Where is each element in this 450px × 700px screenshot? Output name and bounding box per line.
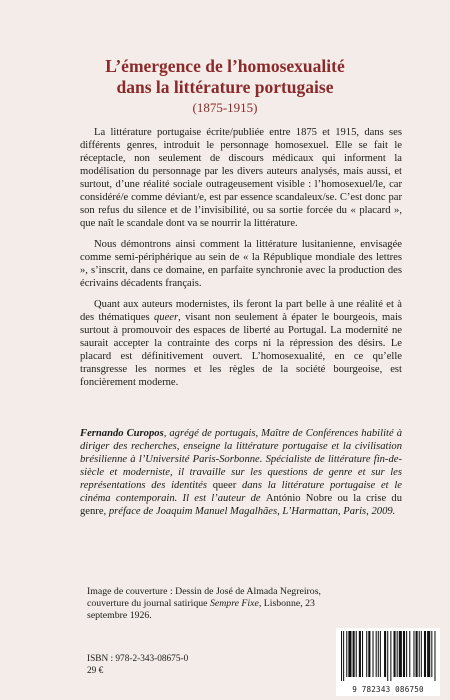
synopsis-paragraph-2: Nous démontrons ainsi comment la littérature lusitanienne, envisagée comme semi-périphérique au sein de « la République mondiale des lettres », s’inscrit, dans ce domaine, en parfaite synchronie avec la production des écrivains décadents français. (80, 239, 402, 289)
title-line-2: dans la littérature portugaise (116, 77, 334, 97)
bio-text-3: , préface de Joaquim Manuel Magalhães, L’Harmattan, Paris, 2009. (103, 506, 396, 517)
synopsis-paragraph-1: La littérature portugaise écrite/publiée entre 1875 et 1915, dans ses différents genres, introduit le personnage homosexuel. Elle se fait le réceptacle, non seulement de discours médicaux qui informent la modélisation du personnage par les divers auteurs analysés, mais aussi, et surtout, d’une réalité sociale outrageusement visible : l’homosexuel/le, car considéré/e comme déviant/e, est par essence scandaleux/se. C’est donc par son refus du silence et de l’invisibilité, ou sa sortie forcée du « placard », que naît le scandale dont va se nourrir la littérature. (80, 127, 402, 229)
synopsis-p3-part-b: , visant non seulement à épater le bourgeois, mais surtout à promouvoir des espaces de liberté au Portugal. La modernité ne saurait accepter la contrainte des corps ni la répression des désirs. Le placard est définitivement ouvert. L’homosexualité, en ce qu’elle transgresse les normes et les règles de la société bourgeoise, est foncièrement moderne. (80, 312, 403, 388)
bio-book-title: António Nobre ou la crise du genre (80, 493, 402, 517)
author-bio (80, 427, 402, 518)
bio-queer: queer (212, 480, 237, 491)
title-block (0, 56, 450, 117)
credit-part-a: Image de couverture : Dessin de José de Almada Negreiros, couverture du journal satirique (87, 586, 321, 609)
bio-text-2: dans la littérature portugaise et le cinéma contemporain. Il est l’auteur de (80, 480, 402, 504)
author-name: Fernando Curopos (80, 428, 164, 439)
credit-journal: Sempre Fixe (209, 598, 259, 609)
synopsis-p3-queer: queer (153, 312, 179, 323)
title-line-1: L’émergence de l’homosexualité (105, 56, 345, 76)
synopsis-paragraph-3 (80, 298, 402, 389)
barcode (336, 628, 440, 696)
bio-text-1: , agrégé de portugais, Maître de Conférences habilité à diriger des recherches, enseigne la littérature portugaise et la civilisation brésilienne à l’Université Paris-Sorbonne. Spécialiste de littérature fin-de-siècle et moderniste, il travaille sur les questions de genre et sur les représentations des identités (80, 428, 402, 491)
barcode-digits: 9 782343 086750 (352, 685, 424, 694)
barcode-bars (339, 631, 437, 681)
cover-image-credit (87, 586, 332, 622)
isbn-number: ISBN : 978-2-343-08675-0 (87, 654, 189, 664)
synopsis-p3-part-a: Quant aux auteurs modernistes, ils feront la part belle à une réalité et à des thématiques (80, 299, 402, 323)
title-years: (1875-1915) (192, 100, 258, 115)
synopsis (80, 126, 402, 389)
price: 29 € (87, 666, 104, 676)
credit-part-b: , Lisbonne, 23 septembre 1926. (87, 598, 315, 621)
isbn-block (87, 653, 188, 677)
